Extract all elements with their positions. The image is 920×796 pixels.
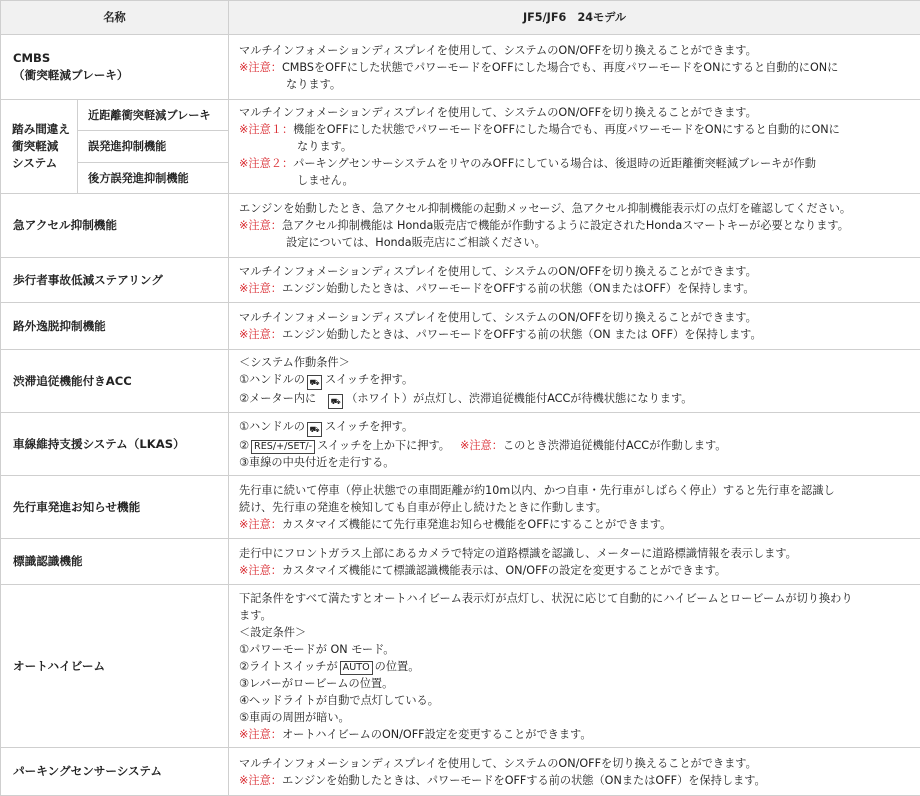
sub-feature-name: 後方誤発進抑制機能 [78,163,229,194]
feature-description [229,303,920,350]
feature-name: 車線維持支援システム（LKAS） [1,413,229,476]
warning-label: ※注意： [239,328,282,341]
feature-description [229,100,920,194]
warning-label: ※注意１： [239,123,293,136]
warning-label: ※注意： [239,518,282,531]
row-senkou [1,476,920,539]
feature-description [229,194,920,258]
feature-name: 歩行者事故低減ステアリング [1,258,229,303]
warning-text: オートハイビームのON/OFF設定を変更することができます。 [282,728,592,741]
row-acc [1,350,920,413]
warning-label: ※注意： [239,774,282,787]
condition-item: ⑤車両の周囲が暗い。 [239,709,920,726]
feature-name-line: システム [12,155,77,172]
desc-text: ② [239,439,249,452]
feature-description [229,585,920,748]
feature-name-line: （衝突軽減ブレーキ） [13,67,228,84]
header-row [1,1,920,35]
cruise-indicator-icon: ⛟ [328,394,343,409]
row-rogai [1,303,920,350]
row-cmbs [1,35,920,100]
desc-line: マルチインフォメーションディスプレイを使用して、システムのON/OFFを切り換えることができます。 [239,104,920,121]
condition-item: ④ヘッドライトが自動で点灯している。 [239,692,920,709]
desc-line: ＜設定条件＞ [239,624,920,641]
warning-text: カスタマイズ機能にて標識認識機能表示は、ON/OFFの設定を変更することができます。 [282,564,726,577]
desc-line: 下記条件をすべて満たすとオートハイビーム表示灯が点灯し、状況に応じて自動的にハイビームとロービームが切り換わり [239,590,920,607]
row-autohigh [1,585,920,748]
feature-description [229,539,920,585]
header-name: 名称 [1,1,229,35]
warning-text: 設定については、Honda販売店にご相談ください。 [239,234,920,251]
row-hyoshiki [1,539,920,585]
row-fumi [1,100,920,131]
desc-line: マルチインフォメーションディスプレイを使用して、システムのON/OFFを切り換えることができます。 [239,309,920,326]
warning-text: このとき渋滞追従機能付ACCが作動します。 [503,439,727,452]
warning-text: パーキングセンサーシステムをリヤのみOFFにしている場合は、後退時の近距離衝突軽減ブレーキが作動 [293,157,816,170]
desc-text: スイッチを押す。 [325,373,413,386]
condition-item: ①パワーモードが ON モード。 [239,641,920,658]
warning-label: ※注意： [460,439,503,452]
feature-name-line: CMBS [13,50,228,67]
feature-name: 路外逸脱抑制機能 [1,303,229,350]
desc-line: エンジンを始動したとき、急アクセル抑制機能の起動メッセージ、急アクセル抑制機能表示灯の点灯を確認してください。 [239,200,920,217]
desc-line: 走行中にフロントガラス上部にあるカメラで特定の道路標識を認識し、メーターに道路標識情報を表示します。 [239,545,920,562]
warning-label: ※注意２： [239,157,293,170]
desc-text: ①ハンドルの [239,373,305,386]
feature-description [229,476,920,539]
desc-text: スイッチを上か下に押す。 [317,439,450,452]
row-lkas [1,413,920,476]
desc-line: ＜システム作動条件＞ [239,354,920,371]
feature-name: 先行車発進お知らせ機能 [1,476,229,539]
sub-feature-name: 誤発進抑制機能 [78,131,229,163]
desc-text: （ホワイト）が点灯し、渋滞追従機能付ACCが待機状態になります。 [346,392,692,405]
feature-name: 渋滞追従機能付きACC [1,350,229,413]
lkas-switch-icon: ⛟ [307,422,322,437]
res-set-switch-icon: RES/+/SET/- [251,440,315,454]
feature-name [1,100,78,194]
warning-text: エンジン始動したときは、パワーモードをOFFする前の状態（ONまたはOFF）を保持します。 [282,282,755,295]
row-hokou [1,258,920,303]
warning-label: ※注意： [239,564,282,577]
desc-text: ②メーター内に [239,392,316,405]
desc-line: ます。 [239,607,920,624]
feature-description [229,350,920,413]
header-model: JF5/JF6 24モデル [229,1,920,35]
warning-text: CMBSをOFFにした状態でパワーモードをOFFにした場合でも、再度パワーモードをONにすると自動的にONに [282,61,838,74]
desc-line: マルチインフォメーションディスプレイを使用して、システムのON/OFFを切り換えることができます。 [239,755,920,772]
warning-text: なります。 [239,138,920,155]
warning-text: なります。 [239,76,920,93]
desc-line: 続け、先行車の発進を検知しても自車が停止し続けたときに作動します。 [239,499,920,516]
desc-line: マルチインフォメーションディスプレイを使用して、システムのON/OFFを切り換えることができます。 [239,263,920,280]
feature-name [1,35,229,100]
warning-label: ※注意： [239,728,282,741]
feature-name: 標識認識機能 [1,539,229,585]
warning-text: エンジンを始動したときは、パワーモードをOFFする前の状態（ONまたはOFF）を保持します。 [282,774,766,787]
desc-line: マルチインフォメーションディスプレイを使用して、システムのON/OFFを切り換えることができます。 [239,42,920,59]
warning-text: カスタマイズ機能にて先行車発進お知らせ機能をOFFにすることができます。 [282,518,671,531]
warning-label: ※注意： [239,219,282,232]
row-accel [1,194,920,258]
warning-text: エンジン始動したときは、パワーモードをOFFする前の状態（ON または OFF）を保持します。 [282,328,762,341]
feature-name-line: 衝突軽減 [12,138,77,155]
feature-name-line: 踏み間違え [12,121,77,138]
desc-text: の位置。 [375,660,420,673]
feature-description [229,258,920,303]
feature-name: 急アクセル抑制機能 [1,194,229,258]
desc-line: 先行車に続いて停車（停止状態での車間距離が約10m以内、かつ自車・先行車がしばらく停止）すると先行車を認識し [239,482,920,499]
desc-text: ②ライトスイッチが [239,660,338,673]
feature-name: パーキングセンサーシステム [1,748,229,796]
warning-text: 急アクセル抑制機能は Honda販売店で機能が作動するように設定されたHondaスマートキーが必要となります。 [282,219,849,232]
condition-item: ③レバーがロービームの位置。 [239,675,920,692]
feature-description [229,748,920,796]
desc-text: ①ハンドルの [239,420,305,433]
warning-label: ※注意： [239,282,282,295]
warning-text: 機能をOFFにした状態でパワーモードをOFFにした場合でも、再度パワーモードをONにすると自動的にONに [293,123,840,136]
feature-name: オートハイビーム [1,585,229,748]
sub-feature-name: 近距離衝突軽減ブレーキ [78,100,229,131]
warning-label: ※注意： [239,61,282,74]
feature-description [229,35,920,100]
auto-switch-icon: AUTO [340,661,373,675]
cruise-control-switch-icon: ⛟ [307,375,322,390]
desc-text: スイッチを押す。 [325,420,413,433]
row-parking [1,748,920,796]
feature-description [229,413,920,476]
warning-text: しません。 [239,172,920,189]
desc-line: ③車線の中央付近を走行する。 [239,454,920,471]
